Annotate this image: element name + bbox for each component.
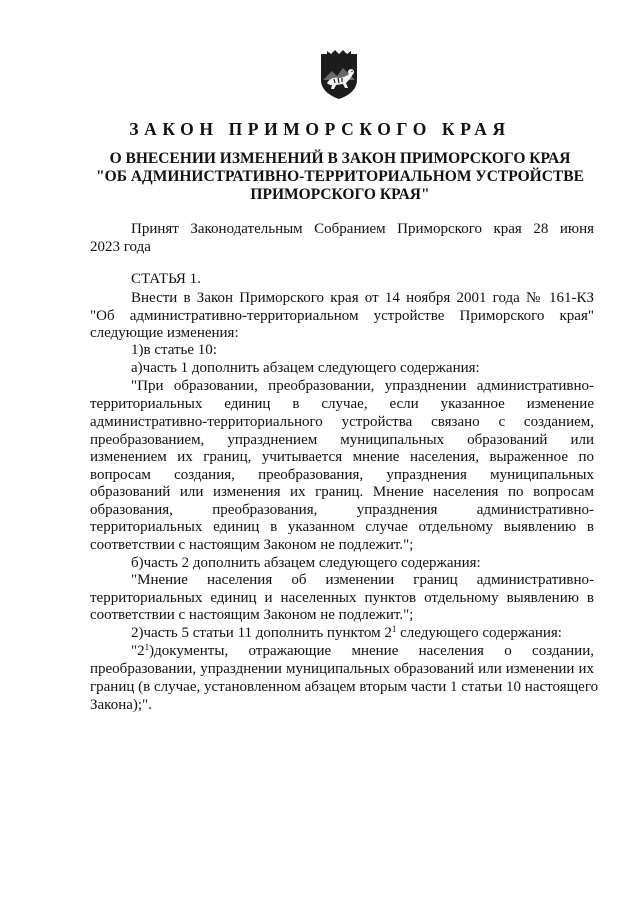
quote-3-line-1-rest: )документы, отражающие мнение населения о создании, (149, 643, 594, 659)
quote-3-open-text: "2 (131, 643, 145, 659)
quote-2-line-3: соответствии с настоящим Законом не подлежит."; (90, 607, 414, 623)
quote-1-line-8: образования, преобразования, упразднения административно- (90, 502, 594, 518)
item-2-text: 2)часть 5 статьи 11 дополнить пунктом 2 (131, 625, 392, 641)
item-2-rest: следующего содержания: (396, 625, 562, 641)
quote-3-line-1 (131, 642, 594, 660)
law-heading-line-3: ПРИМОРСКОГО КРАЯ" (250, 186, 430, 203)
item-2-superscript: 1 (391, 624, 397, 634)
quote-3-line-3: границ (в случае, установленном абзацем вторым части 1 статьи 10 настоящего (90, 679, 599, 695)
intro-line-1: Внести в Закон Приморского края от 14 ноября 2001 года № 161-КЗ (131, 290, 594, 306)
adoption-line-1: Принят Законодательным Собранием Приморского края 28 июня (131, 221, 594, 237)
quote-2-line-2: территориальных единиц и населенных пунктов отдельному выявлению в (90, 590, 594, 606)
quote-3-line-2: преобразовании, упразднении муниципальных образований или изменении их (90, 661, 594, 677)
law-title: ЗАКОН ПРИМОРСКОГО КРАЯ (129, 119, 511, 139)
quote-1-line-5: изменением их границ, учитывается мнение населения, выраженное по (90, 449, 594, 465)
intro-line-2: "Об административно-территориальном устройстве Приморского края" (90, 308, 594, 324)
law-heading-line-2: "ОБ АДМИНИСТРАТИВНО-ТЕРРИТОРИАЛЬНОМ УСТРОЙСТВЕ (96, 168, 584, 185)
quote-2-line-1: "Мнение населения об изменении границ административно- (131, 572, 594, 588)
quote-3-open (131, 642, 149, 660)
quote-1-line-2: территориальных единиц в случае, если указанное изменение (90, 396, 594, 412)
intro-line-3: следующие изменения: (90, 325, 239, 341)
law-heading-line-1: О ВНЕСЕНИИ ИЗМЕНЕНИЙ В ЗАКОН ПРИМОРСКОГО КРАЯ (109, 150, 571, 167)
item-1b: б)часть 2 дополнить абзацем следующего содержания: (131, 555, 481, 571)
quote-1-line-7: образований или изменения их границ. Мнение населения по вопросам (90, 484, 594, 500)
quote-1-line-6: вопросам создания, преобразования, упразднения муниципальных (90, 467, 594, 483)
quote-3-line-4: Закона);". (90, 697, 152, 713)
item-1: 1)в статье 10: (131, 342, 217, 358)
item-1a: а)часть 1 дополнить абзацем следующего содержания: (131, 360, 480, 376)
quote-3-superscript: 1 (144, 642, 150, 652)
adoption-line-2: 2023 года (90, 239, 151, 255)
quote-1-line-9: территориальных единиц в указанном случае отдельному выявлению в (90, 519, 594, 535)
quote-1-line-3: административно-территориального устройства связано с созданием, (90, 414, 594, 430)
quote-1-line-1: "При образовании, преобразовании, упразднении административно- (131, 378, 594, 394)
article-heading: СТАТЬЯ 1. (131, 271, 201, 287)
quote-1-line-4: преобразованием, упразднением муниципальных образований или (90, 432, 594, 448)
coat-of-arms-icon (318, 50, 360, 100)
item-2 (131, 624, 562, 642)
quote-1-line-10: соответствии с настоящим Законом не подлежит."; (90, 537, 414, 553)
